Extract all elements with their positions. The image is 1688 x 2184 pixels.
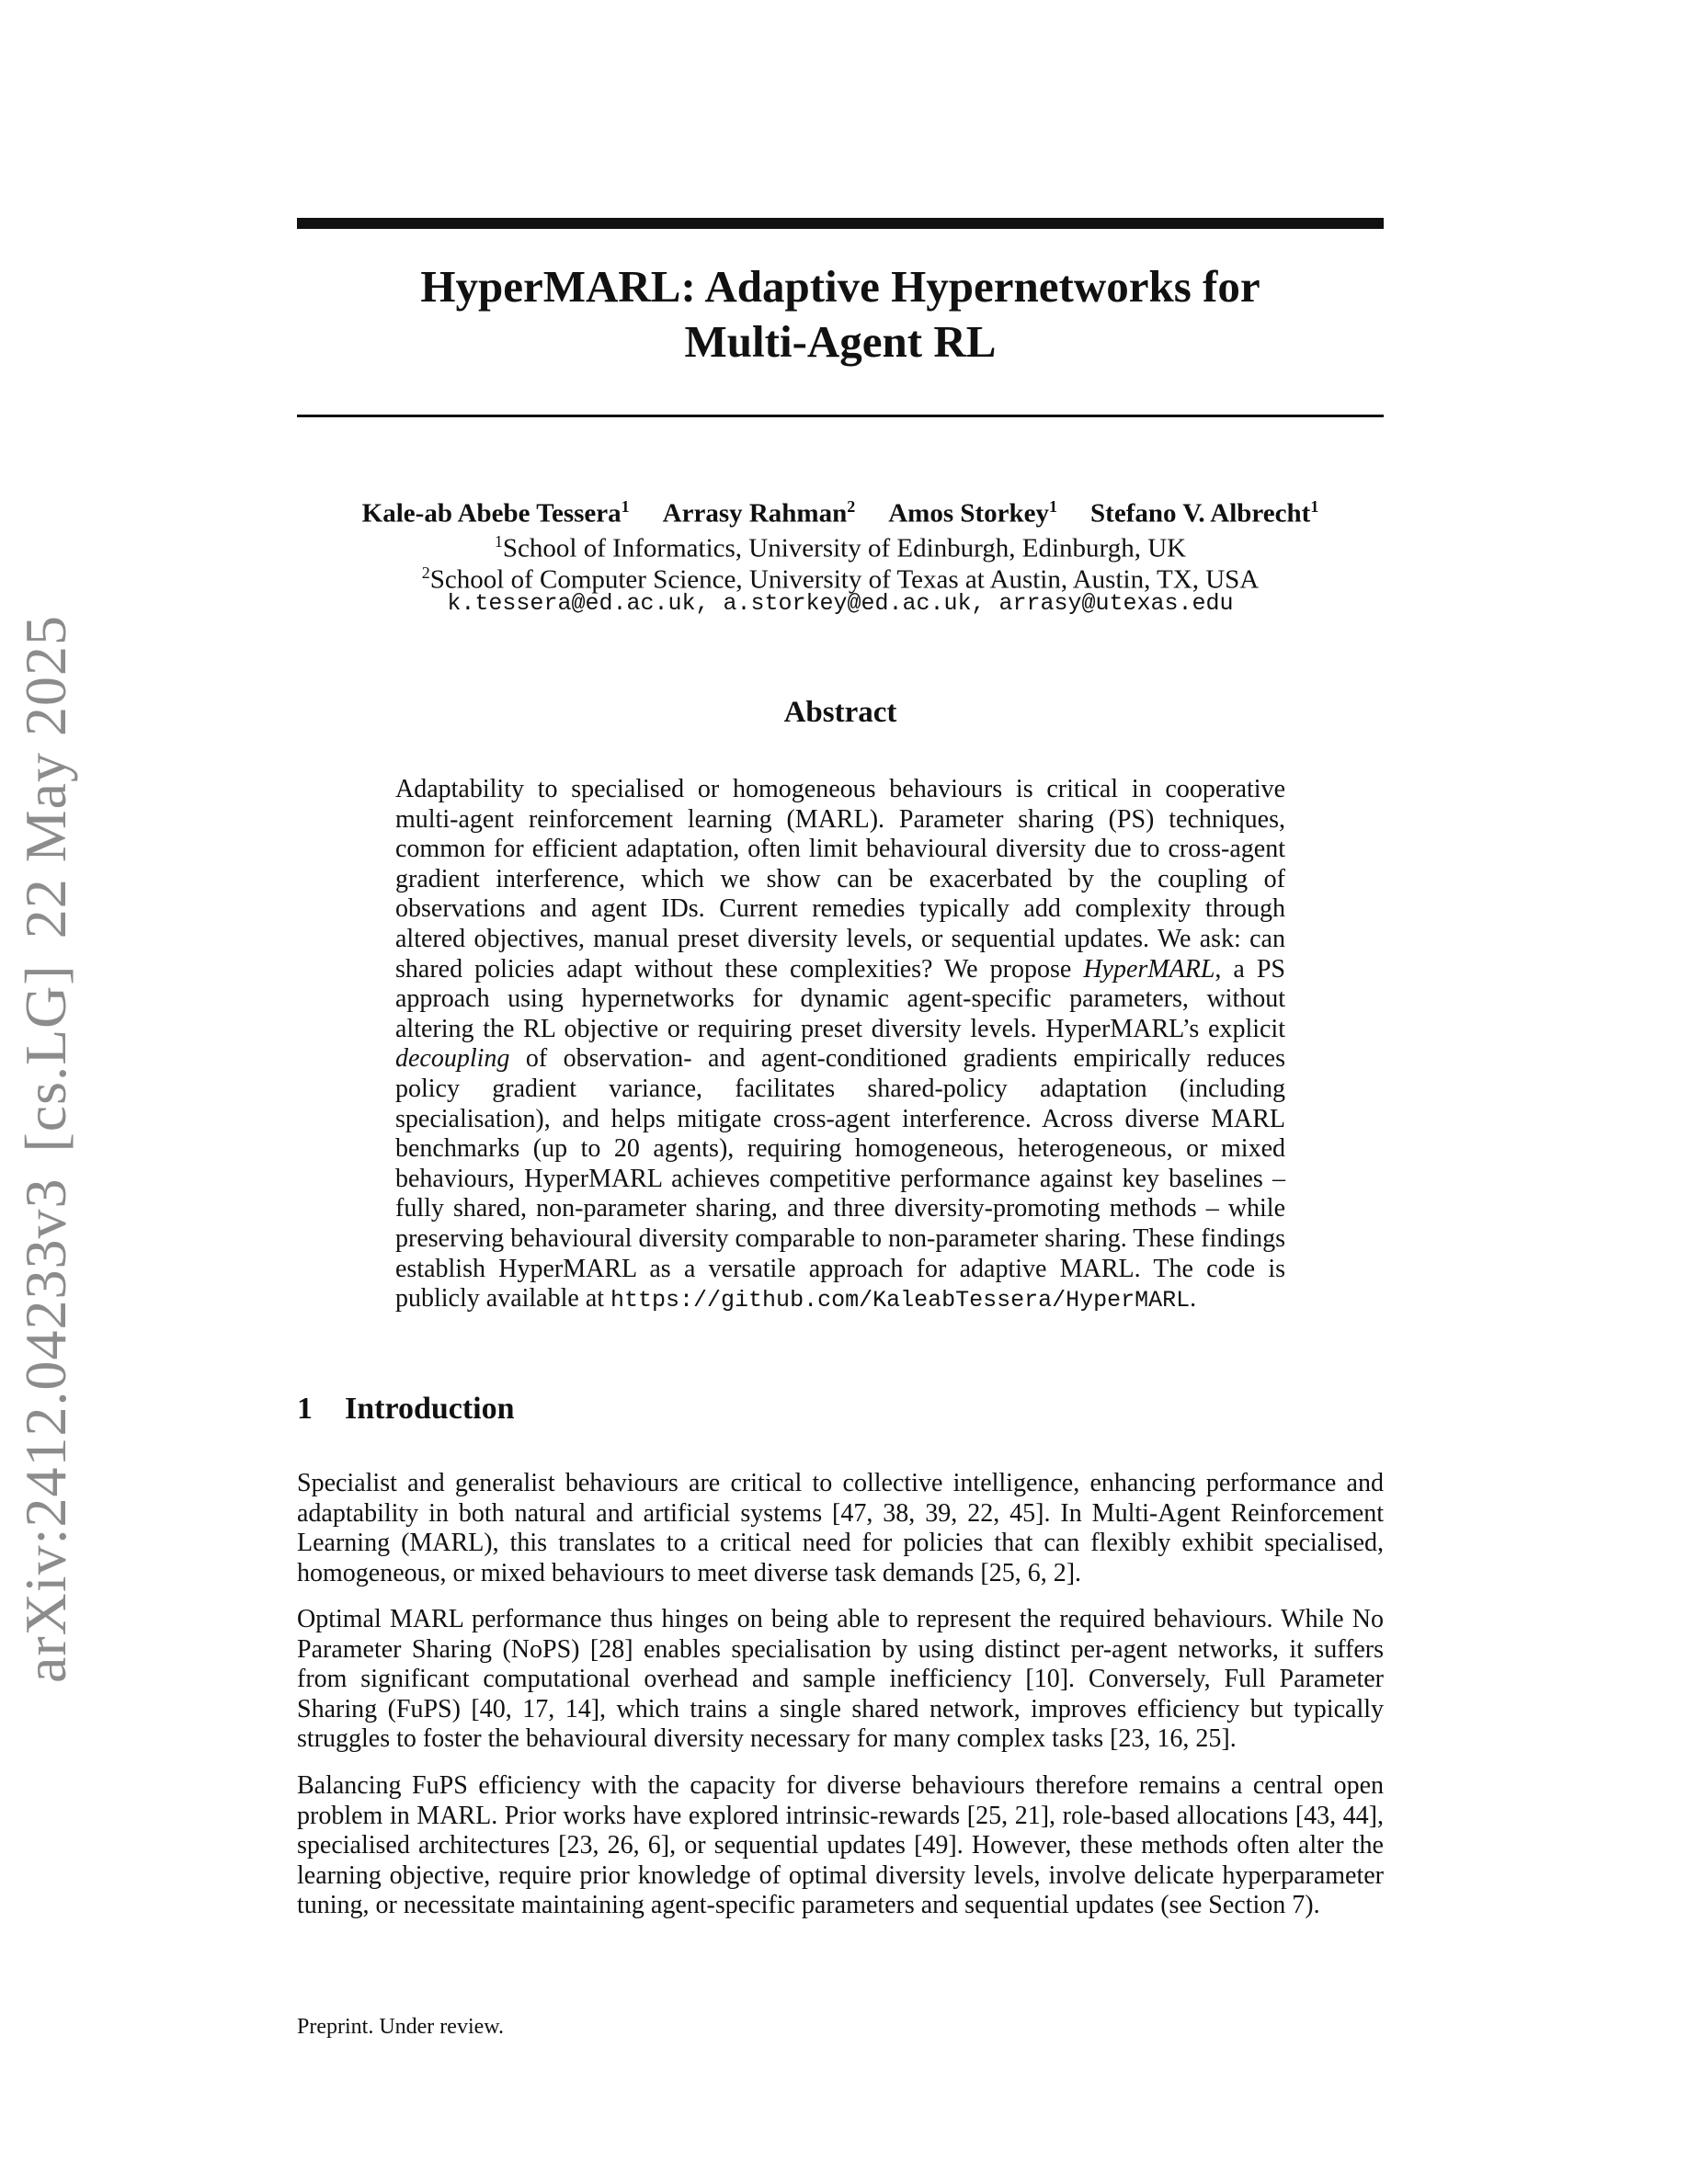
affiliation-text: School of Informatics, University of Edinburgh, Edinburgh, UK (502, 533, 1187, 563)
author-name: Kale-ab Abebe Tessera (361, 498, 622, 529)
arxiv-identifier-stamp (12, 615, 80, 1683)
abstract-end: . (1190, 1284, 1197, 1314)
arxiv-date: 22 May 2025 (13, 614, 78, 939)
emphasized-term: decoupling (395, 1044, 510, 1074)
abstract-heading: Abstract (783, 696, 897, 729)
abstract-text: Adaptability to specialised or homogeneous behaviours is critical in cooperative multi-agent reinforcement learning (MARL). Parameter sharing (PS) techniques, common for efficient adaptation, often limit behavioural diversity due to cross-agent gradient interference, which we show can be exacerbated by the coupling of observations and agent IDs. Current remedies typically add complexity through altered objectives, manual preset diversity levels, or sequential updates. We ask: can shared policies adapt without these complexities? We propose (395, 775, 1285, 984)
affiliation-text: School of Computer Science, University of Texas at Austin, Austin, TX, USA (429, 564, 1260, 595)
arxiv-category: [cs.LG] (13, 964, 78, 1153)
author-affiliation-mark: 1 (1049, 497, 1058, 516)
paper-title-line-2: Multi-Agent RL (684, 316, 997, 367)
abstract-body (395, 775, 1285, 1316)
author-affiliation-mark: 1 (621, 497, 630, 516)
code-repository-link[interactable]: https://github.com/KaleabTessera/HyperMARL (610, 1287, 1191, 1314)
section-heading-introduction (297, 1391, 515, 1428)
title-bottom-rule (297, 415, 1384, 417)
author-emails: k.tessera@ed.ac.uk, a.storkey@ed.ac.uk, arrasy@utexas.edu (447, 590, 1234, 617)
author-affiliation-mark: 2 (847, 497, 856, 516)
arxiv-id: arXiv:2412.04233v3 (13, 1177, 78, 1684)
affiliation-mark: 1 (494, 532, 503, 551)
preprint-note: Preprint. Under review. (297, 2015, 505, 2039)
title-top-rule (297, 218, 1384, 229)
author-affiliation-mark: 1 (1310, 497, 1319, 516)
paper-title-line-1: HyperMARL: Adaptive Hypernetworks for (420, 261, 1260, 312)
paper-title (297, 259, 1384, 370)
author-name: Arrasy Rahman (662, 498, 848, 529)
section-title: Introduction (345, 1392, 515, 1426)
author-name: Amos Storkey (888, 498, 1050, 529)
author-name: Stefano V. Albrecht (1090, 498, 1311, 529)
intro-paragraph: Balancing FuPS efficiency with the capacity for diverse behaviours therefore remains a central open problem in MARL. Prior works have explored intrinsic-rewards [25, 21], role-based allocations [43, 44], specialised architectures [23, 26, 6], or sequential updates [49]. However, these methods often alter the learning objective, require prior knowledge of optimal diversity levels, involve delicate hyperparameter tuning, or necessitate maintaining agent-specific parameters and sequential updates (see Section 7). (297, 1771, 1384, 1920)
intro-paragraph: Specialist and generalist behaviours are critical to collective intelligence, enhancing performance and adaptability in both natural and artificial systems [47, 38, 39, 22, 45]. In Multi-Agent Reinforcement Learning (MARL), this translates to a critical need for policies that can flexibly exhibit specialised, homogeneous, or mixed behaviours to meet diverse task demands [25, 6, 2]. (297, 1469, 1384, 1587)
abstract-text: of observation- and agent-conditioned gradients empirically reduces policy gradient variance, facilitates shared-policy adaptation (including specialisation), and helps mitigate cross-agent interference. Across diverse MARL benchmarks (up to 20 agents), requiring homogeneous, heterogeneous, or mixed behaviours, HyperMARL achieves competitive performance against key baselines – fully shared, non-parameter sharing, and three diversity-promoting methods – while preserving behavioural diversity comparable to non-parameter sharing. These findings establish HyperMARL as a versatile approach for adaptive MARL. The code is publicly available at (395, 1044, 1285, 1314)
abstract-text: , a PS approach using hypernetworks for dynamic agent-specific parameters, without altering the RL objective or requiring preset diversity levels. HyperMARL’s explicit (395, 954, 1286, 1043)
method-name: HyperMARL (1083, 954, 1215, 984)
affiliation-mark: 2 (421, 563, 430, 582)
section-number: 1 (297, 1392, 313, 1426)
intro-paragraph: Optimal MARL performance thus hinges on being able to represent the required behaviours. While No Parameter Sharing (NoPS) [28] enables specialisation by using distinct per-agent networks, it suffers from significant computational overhead and sample inefficiency [10]. Conversely, Full Parameter Sharing (FuPS) [40, 17, 14], which trains a single shared network, improves efficiency but typically struggles to foster the behavioural diversity necessary for many complex tasks [23, 16, 25]. (297, 1605, 1384, 1754)
